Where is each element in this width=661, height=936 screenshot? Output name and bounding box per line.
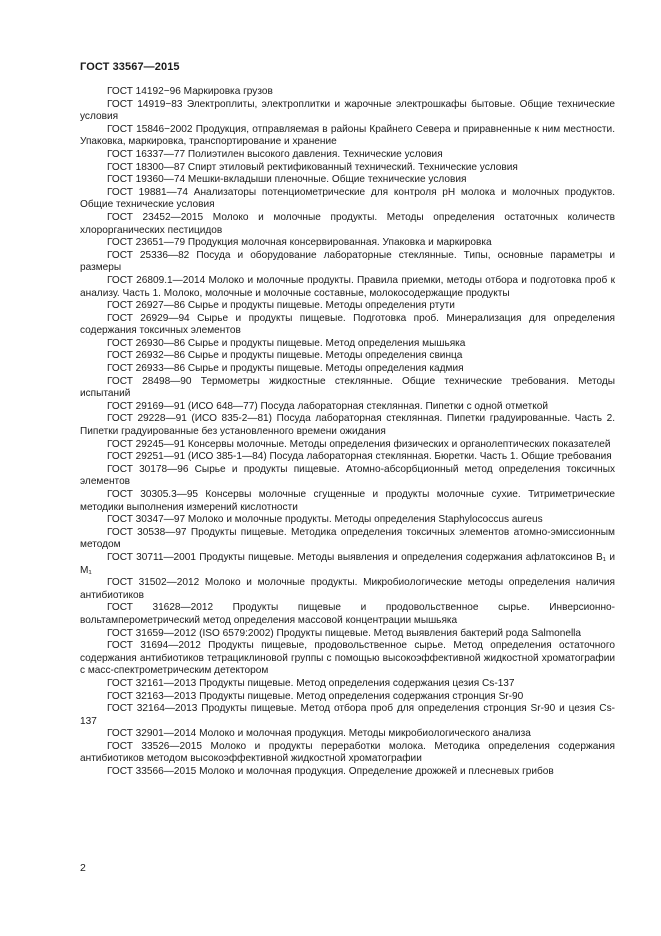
- reference-item: ГОСТ 14192−96 Маркировка грузов: [107, 86, 273, 97]
- reference-item: ГОСТ 23452—2015 Молоко и молочные продукты. Методы определения остаточных количеств хлорорганических пестицидов: [80, 211, 615, 236]
- reference-item: ГОСТ 26932—86 Сырье и продукты пищевые. Методы определения свинца: [107, 350, 463, 362]
- reference-item: ГОСТ 26933—86 Сырье и продукты пищевые. Методы определения кадмия: [107, 363, 464, 375]
- reference-item: ГОСТ 18300—87 Спирт этиловый ректификованный технический. Технические условия: [107, 161, 518, 173]
- reference-item: ГОСТ 23651—79 Продукция молочная консервированная. Упаковка и маркировка: [107, 237, 492, 249]
- reference-item: ГОСТ 31628—2012 Продукты пищевые и продовольственное сырье. Инверсионно-вольтамперометрический метод определения массовой концентрации мышьяка: [80, 602, 615, 626]
- reference-item: ГОСТ 33526—2015 Молоко и продукты переработки молока. Методика определения содержания антибиотиков методом высокоэффективной жидкостной хроматографии: [80, 740, 615, 765]
- reference-item: ГОСТ 29245—91 Консервы молочные. Методы определения физических и органолептических показателей: [107, 438, 611, 450]
- reference-item: ГОСТ 30347—97 Молоко и молочные продукты. Методы определения Staphylococcus aureus: [107, 514, 543, 526]
- reference-item: ГОСТ 29228—91 (ИСО 835-2—81) Посуда лабораторная стеклянная. Пипетки градуированные. Часть 2. Пипетки градуированные без установленного времени ожидания: [80, 413, 615, 438]
- reference-item: ГОСТ 29169—91 (ИСО 648—77) Посуда лабораторная стеклянная. Пипетки с одной отметкой: [107, 400, 548, 412]
- reference-item: ГОСТ 33566—2015 Молоко и молочная продукция. Определение дрожжей и плесневых грибов: [107, 766, 554, 778]
- reference-item: ГОСТ 26930—86 Сырье и продукты пищевые. Метод определения мышьяка: [107, 337, 466, 349]
- reference-item: ГОСТ 19360—74 Мешки-вкладыши пленочные. Общие технические условия: [107, 174, 467, 186]
- reference-item: ГОСТ 26927—86 Сырье и продукты пищевые. Методы определения ртути: [107, 300, 455, 312]
- normative-references-list: [80, 86, 615, 779]
- reference-item: ГОСТ 32161—2013 Продукты пищевые. Метод определения содержания цезия Cs-137: [107, 677, 515, 689]
- reference-item: ГОСТ 30178—96 Сырье и продукты пищевые. Атомно-абсорбционный метод определения токсичных элементов: [80, 463, 615, 488]
- reference-item: ГОСТ 26809.1—2014 Молоко и молочные продукты. Правила приемки, методы отбора и подготовка проб к анализу. Часть 1. Молоко, молочные и молочные составные, молокосодержащие продукты: [80, 274, 615, 299]
- reference-item: ГОСТ 31694—2012 Продукты пищевые, продовольственное сырье. Метод определения остаточного содержания антибиотиков тетрациклиновой группы с помощью высокоэффективной жидкостной хроматографии с масс-спектрометрическим детектором: [80, 640, 615, 677]
- reference-item: ГОСТ 15846−2002 Продукция, отправляемая в районы Крайнего Севера и приравненные к ним местности. Упаковка, маркировка, транспортирование и хранение: [80, 123, 615, 148]
- reference-item: ГОСТ 19881—74 Анализаторы потенциометрические для контроля pH молока и молочных продуктов. Общие технические условия: [80, 186, 615, 211]
- reference-item: ГОСТ 25336—82 Посуда и оборудование лабораторные стеклянные. Типы, основные параметры и размеры: [80, 249, 615, 274]
- reference-item: ГОСТ 28498—90 Термометры жидкостные стеклянные. Общие технические требования. Методы испытаний: [80, 375, 615, 400]
- reference-item: ГОСТ 31502—2012 Молоко и молочные продукты. Микробиологические методы определения наличия антибиотиков: [80, 577, 615, 601]
- reference-item: ГОСТ 14919−83 Электроплиты, электроплитки и жарочные электрошкафы бытовые. Общие технические условия: [80, 98, 615, 123]
- reference-item: ГОСТ 16337—77 Полиэтилен высокого давления. Технические условия: [107, 148, 443, 160]
- reference-item: ГОСТ 31659—2012 (ISO 6579:2002) Продукты пищевые. Метод выявления бактерий рода Salmonella: [107, 627, 582, 639]
- reference-item: ГОСТ 26929—94 Сырье и продукты пищевые. Подготовка проб. Минерализация для определения содержания токсичных элементов: [80, 312, 615, 337]
- page-header-standard-number: ГОСТ 33567—2015: [80, 61, 180, 73]
- reference-item: ГОСТ 32164—2013 Продукты пищевые. Метод отбора проб для определения стронция Sr-90 и цезия Cs-137: [80, 703, 615, 727]
- reference-item: ГОСТ 32901—2014 Молоко и молочная продукция. Методы микробиологического анализа: [107, 728, 531, 740]
- reference-item: ГОСТ 30305.3—95 Консервы молочные сгущенные и продукты молочные сухие. Титриметрические методики выполнения измерений кислотности: [80, 489, 615, 513]
- reference-item: ГОСТ 29251—91 (ИСО 385-1—84) Посуда лабораторная стеклянная. Бюретки. Часть 1. Общие требования: [107, 451, 612, 463]
- reference-item: ГОСТ 30538—97 Продукты пищевые. Методика определения токсичных элементов атомно-эмиссионным методом: [80, 526, 615, 551]
- reference-item: ГОСТ 30711—2001 Продукты пищевые. Методы выявления и определения содержания афлатоксинов B₁ и M₁: [80, 551, 615, 576]
- reference-item: ГОСТ 32163—2013 Продукты пищевые. Метод определения содержания стронция Sr-90: [107, 690, 524, 702]
- page-number: 2: [80, 862, 86, 874]
